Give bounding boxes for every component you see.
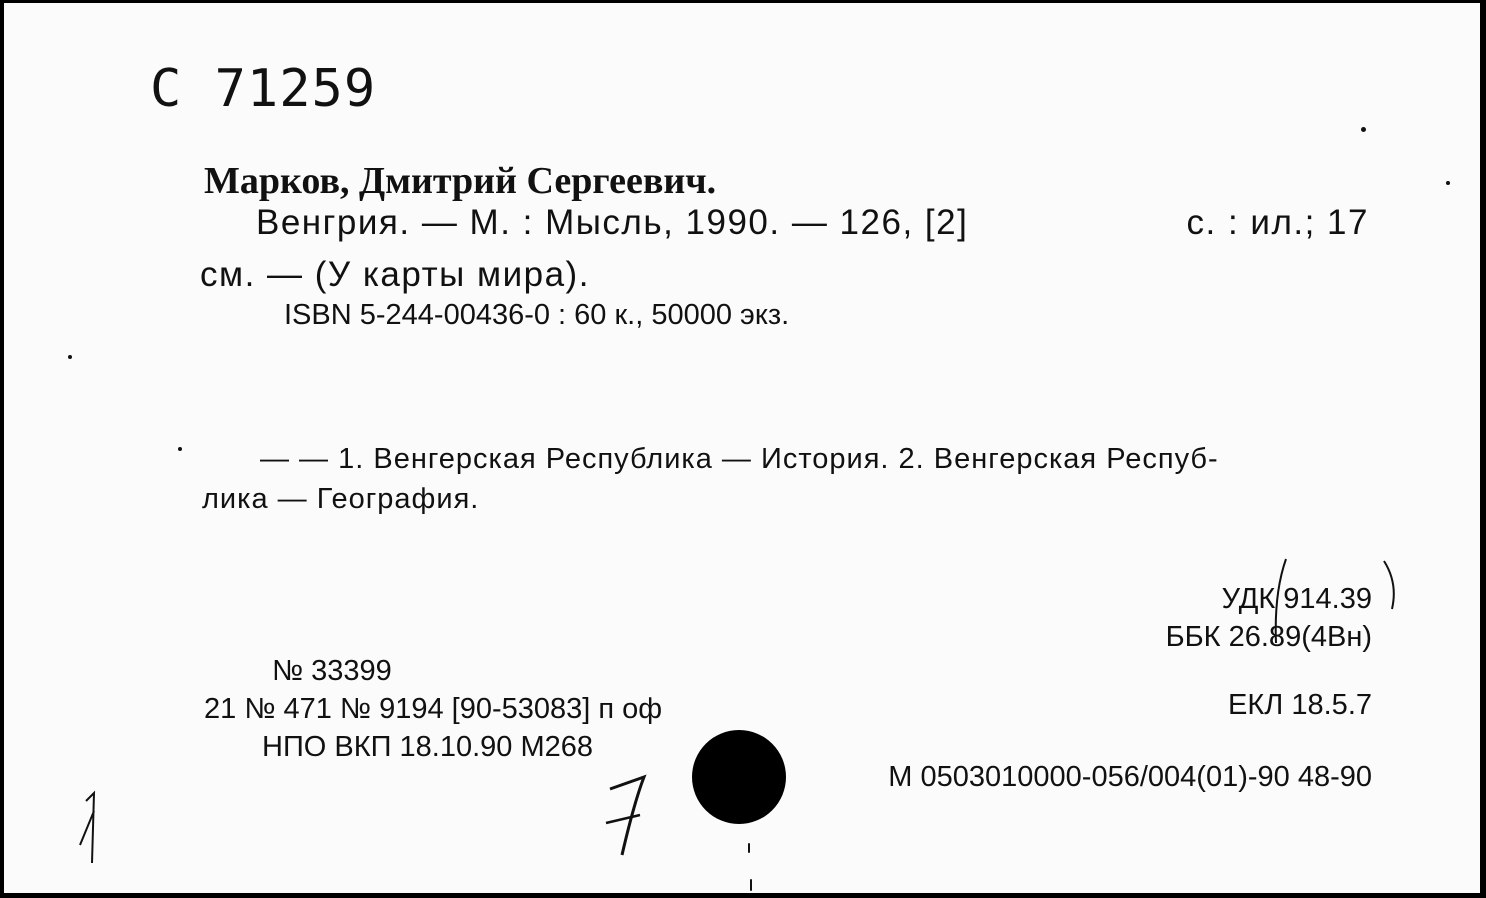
pencil-scribble-icon [80, 793, 94, 863]
order-number: № 33399 [272, 655, 392, 687]
speck-icon [748, 843, 750, 853]
classification-code-line: М 0503010000-056/004(01)-90 48-90 [888, 761, 1372, 793]
title-line-b: с. : ил.; 17 [1186, 203, 1369, 242]
isbn-line: ISBN 5-244-00436-0 : 60 к., 50000 экз. [284, 299, 790, 331]
title-line-c: см. — (У карты мира). [200, 255, 590, 294]
author-heading: Марков, Дмитрий Сергеевич. [204, 160, 717, 202]
catalog-card [4, 3, 1480, 893]
ekl-code: ЕКЛ 18.5.7 [1228, 689, 1372, 721]
subjects-line-2: лика — География. [202, 483, 480, 515]
speck-icon [750, 879, 752, 891]
pencil-bracket-icon [1276, 559, 1286, 643]
speck-icon [1361, 127, 1366, 132]
call-number: С 71259 [150, 59, 377, 119]
udk-code: УДК 914.39 [1221, 583, 1372, 615]
speck-icon [178, 447, 182, 451]
handwritten-marks [4, 3, 1480, 893]
subjects-line-1: — — 1. Венгерская Республика — История. 2. Венгерская Респуб- [260, 443, 1219, 475]
speck-icon [68, 355, 72, 359]
bbk-code: ББК 26.89(4Вн) [1165, 621, 1372, 653]
speck-icon [1446, 181, 1450, 185]
npo-line: НПО ВКП 18.10.90 М268 [262, 731, 594, 763]
print-line: 21 № 471 № 9194 [90-53083] п оф [204, 693, 663, 725]
title-line-a: Венгрия. — М. : Мысль, 1990. — 126, [2] [256, 203, 969, 242]
